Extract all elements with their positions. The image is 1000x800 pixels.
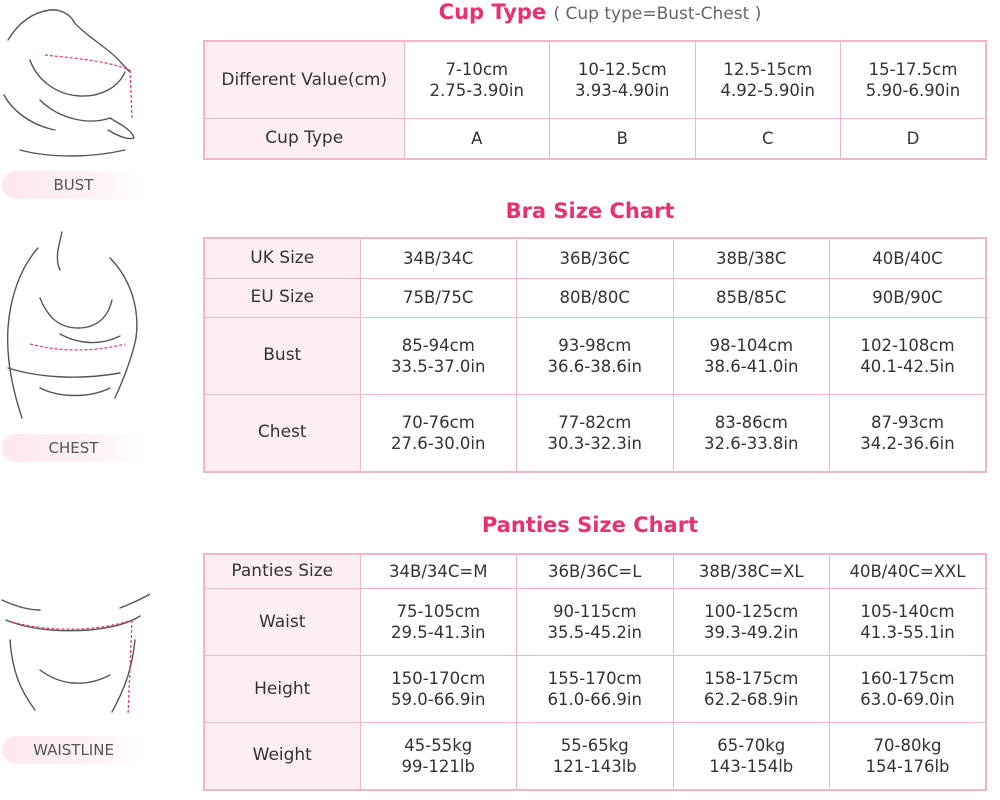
cup-type-cell-text: 5.90-6.90in (865, 81, 961, 101)
cup-type-heading: Cup Type (438, 0, 547, 24)
bra-size-cell-text: 40.1-42.5in (860, 356, 955, 376)
panties-size-cell-text: 36B/36C=L (548, 562, 642, 582)
bra-size-cell-text: 36B/36C (559, 248, 630, 268)
bra-size-row (204, 238, 986, 278)
panties-size-cell-text: 65-70kg (717, 735, 786, 755)
cup-type-row (204, 41, 986, 119)
panties-size-cell-text: 63.0-69.0in (860, 690, 955, 710)
panties-size-cell-text: 62.2-68.9in (704, 690, 799, 710)
panties-size-row-header: Panties Size (204, 554, 360, 589)
panties-size-cell-text: 35.5-45.2in (547, 623, 642, 643)
panties-size-cell (360, 656, 517, 723)
panties-size-cell (517, 722, 674, 790)
bra-size-cell (673, 278, 830, 317)
bust-measure-illustration (0, 0, 150, 165)
bra-size-cell-text: 83-86cm (714, 412, 788, 432)
panties-size-row (204, 722, 986, 790)
panties-size-cell-text: 121-143lb (552, 756, 637, 776)
cup-type-cell-text: 10-12.5cm (577, 60, 667, 80)
bra-size-cell-text: 102-108cm (860, 335, 955, 355)
bra-size-table (203, 237, 987, 473)
bra-size-cell-text: 77-82cm (558, 412, 632, 432)
cup-type-cell-text: C (761, 129, 774, 149)
panties-size-row-header: Weight (204, 722, 360, 790)
bra-size-row-header: Chest (204, 394, 360, 472)
panties-size-cell (830, 656, 987, 723)
bra-size-cell (830, 278, 987, 317)
cup-type-subtitle: ( Cup type=Bust-Chest ) (553, 4, 762, 24)
waist-figure (0, 570, 150, 780)
bra-size-title: Bra Size Chart (505, 199, 675, 223)
bra-size-cell-text: 90B/90C (872, 288, 943, 308)
bra-size-cell (830, 317, 987, 394)
panties-size-cell-text: 61.0-66.9in (547, 690, 642, 710)
panties-size-cell-text: 160-175cm (860, 669, 955, 689)
panties-size-cell (673, 722, 830, 790)
panties-size-cell-text: 99-121lb (401, 756, 475, 776)
panties-size-cell-text: 90-115cm (552, 602, 637, 622)
bra-size-cell-text: 36.6-38.6in (547, 356, 642, 376)
chest-label: CHEST (2, 434, 145, 462)
cup-type-cell-text: 12.5-15cm (723, 60, 813, 80)
panties-size-cell (517, 554, 674, 589)
chest-figure (0, 228, 150, 468)
bra-size-cell (517, 238, 674, 278)
panties-size-cell-text: 155-170cm (547, 669, 642, 689)
cup-type-cell-text: A (471, 129, 483, 149)
bra-size-row (204, 394, 986, 472)
cup-type-cell (841, 41, 987, 119)
bra-size-cell-text: 30.3-32.3in (547, 433, 642, 453)
bra-size-cell (673, 317, 830, 394)
bra-size-row-header: Bust (204, 317, 360, 394)
panties-size-table (203, 553, 987, 791)
panties-size-cell-text: 55-65kg (560, 735, 629, 755)
panties-size-cell (360, 722, 517, 790)
bra-size-cell-text: 33.5-37.0in (391, 356, 486, 376)
bra-size-cell-text: 80B/80C (559, 288, 630, 308)
bra-size-cell (830, 238, 987, 278)
bra-size-cell (360, 394, 517, 472)
bra-size-cell-text: 34B/34C (403, 248, 474, 268)
bra-size-cell (673, 238, 830, 278)
panties-size-cell-text: 70-80kg (873, 735, 942, 755)
cup-type-cell (841, 119, 987, 159)
panties-size-cell-text: 158-175cm (704, 669, 799, 689)
bra-size-cell-text: 87-93cm (870, 412, 945, 432)
panties-size-cell-text: 150-170cm (391, 669, 486, 689)
bra-size-cell-text: 75B/75C (403, 288, 474, 308)
cup-type-row-header: Cup Type (204, 119, 404, 159)
bra-size-row (204, 278, 986, 317)
bra-size-cell (517, 317, 674, 394)
panties-size-cell-text: 75-105cm (396, 602, 481, 622)
panties-size-cell-text: 45-55kg (404, 735, 473, 755)
cup-type-cell (550, 119, 696, 159)
panties-size-cell-text: 100-125cm (704, 602, 799, 622)
panties-size-row (204, 554, 986, 589)
cup-type-cell-text: D (906, 129, 920, 149)
panties-size-cell (517, 589, 674, 656)
cup-type-cell (550, 41, 696, 119)
cup-type-title (300, 0, 900, 24)
panties-size-title: Panties Size Chart (481, 513, 699, 537)
bra-size-cell (517, 394, 674, 472)
panties-size-cell (360, 589, 517, 656)
panties-size-row (204, 589, 986, 656)
bra-size-cell-text: 85B/85C (716, 288, 787, 308)
bra-size-cell-text: 85-94cm (401, 335, 475, 355)
bra-size-cell-text: 32.6-33.8in (704, 433, 799, 453)
cup-type-cell-text: 4.92-5.90in (720, 81, 815, 101)
panties-size-cell-text: 41.3-55.1in (860, 623, 955, 643)
bra-size-row (204, 317, 986, 394)
panties-size-cell (673, 589, 830, 656)
panties-size-cell (830, 589, 987, 656)
panties-size-cell (517, 656, 674, 723)
cup-type-cell (695, 41, 841, 119)
bra-size-cell (517, 278, 674, 317)
cup-type-cell-text: 3.93-4.90in (575, 81, 670, 101)
panties-size-cell-text: 105-140cm (860, 602, 955, 622)
cup-type-cell (404, 119, 550, 159)
panties-size-cell-text: 39.3-49.2in (704, 623, 799, 643)
bra-size-cell-text: 34.2-36.6in (860, 433, 955, 453)
cup-type-cell-text: 7-10cm (445, 60, 509, 80)
panties-size-cell-text: 38B/38C=XL (698, 562, 804, 582)
panties-size-cell-text: 59.0-66.9in (391, 690, 486, 710)
bra-size-cell (360, 278, 517, 317)
waist-measure-illustration (0, 570, 150, 720)
panties-size-cell-text: 40B/40C=XXL (849, 562, 966, 582)
cup-type-cell-text: 2.75-3.90in (429, 81, 524, 101)
bust-figure (0, 0, 150, 200)
bra-size-cell-text: 93-98cm (558, 335, 632, 355)
panties-size-cell (673, 554, 830, 589)
bra-size-cell (360, 317, 517, 394)
panties-size-row-header: Waist (204, 589, 360, 656)
bra-size-cell (360, 238, 517, 278)
cup-type-cell-text: B (616, 129, 628, 149)
bra-size-row-header: EU Size (204, 278, 360, 317)
bra-size-cell-text: 38.6-41.0in (704, 356, 799, 376)
panties-size-row-header: Height (204, 656, 360, 723)
cup-type-cell-text: 15-17.5cm (868, 60, 958, 80)
panties-size-cell-text: 154-176lb (865, 756, 950, 776)
bra-size-cell-text: 40B/40C (872, 248, 943, 268)
cup-type-cell (404, 41, 550, 119)
waist-label: WAISTLINE (2, 736, 145, 764)
bra-size-cell-text: 27.6-30.0in (391, 433, 486, 453)
cup-type-row (204, 119, 986, 159)
cup-type-row-header: Different Value(cm) (204, 41, 404, 119)
bra-size-cell-text: 70-76cm (401, 412, 475, 432)
bra-size-cell (830, 394, 987, 472)
panties-size-cell (830, 554, 987, 589)
panties-size-row (204, 656, 986, 723)
cup-type-table (203, 40, 987, 160)
cup-type-cell (695, 119, 841, 159)
panties-size-cell-text: 143-154lb (709, 756, 794, 776)
panties-size-cell (673, 656, 830, 723)
bust-label: BUST (2, 171, 145, 199)
panties-size-cell-text: 34B/34C=M (389, 562, 488, 582)
bra-size-cell (673, 394, 830, 472)
chest-measure-illustration (0, 228, 150, 428)
panties-size-cell-text: 29.5-41.3in (391, 623, 486, 643)
panties-size-cell (830, 722, 987, 790)
bra-size-cell-text: 38B/38C (716, 248, 787, 268)
panties-size-cell (360, 554, 517, 589)
bra-size-cell-text: 98-104cm (709, 335, 794, 355)
bra-size-row-header: UK Size (204, 238, 360, 278)
